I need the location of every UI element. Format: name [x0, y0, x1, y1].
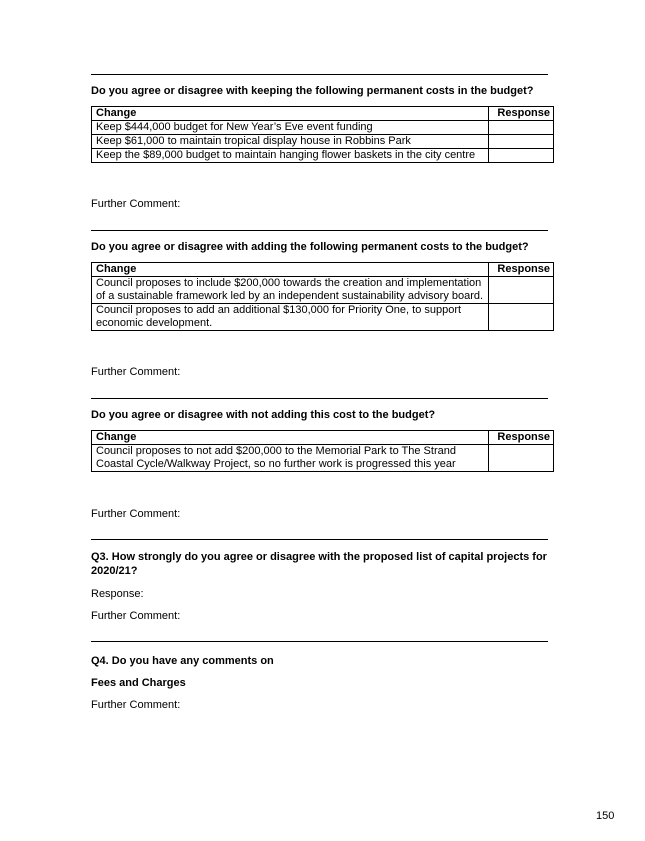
column-header-response: Response — [489, 107, 554, 121]
table-header-row — [92, 431, 554, 445]
column-header-response: Response — [489, 263, 554, 277]
q4-subheading: Fees and Charges — [91, 677, 186, 689]
divider-line — [91, 74, 548, 75]
response-cell[interactable] — [489, 304, 554, 331]
change-response-table — [91, 106, 554, 163]
divider-line — [91, 230, 548, 231]
q3-heading: Q3. How strongly do you agree or disagree with the proposed list of capital projects for 2020/21? — [91, 551, 547, 577]
column-header-response: Response — [489, 431, 554, 445]
question-heading: Do you agree or disagree with not adding this cost to the budget? — [91, 409, 436, 421]
table-row — [92, 445, 554, 472]
column-header-change: Change — [92, 263, 489, 277]
further-comment-label: Further Comment: — [91, 198, 181, 210]
table-header-row — [92, 263, 554, 277]
question-heading: Do you agree or disagree with keeping the following permanent costs in the budget? — [91, 85, 534, 97]
table-row — [92, 121, 554, 135]
change-cell: Keep $61,000 to maintain tropical display house in Robbins Park — [92, 135, 489, 149]
further-comment-label: Further Comment: — [91, 366, 181, 378]
change-cell: Council proposes to add an additional $130,000 for Priority One, to support economic development. — [92, 304, 489, 331]
further-comment-label: Further Comment: — [91, 610, 181, 622]
table-header-row — [92, 107, 554, 121]
response-cell[interactable] — [489, 121, 554, 135]
change-cell: Keep the $89,000 budget to maintain hanging flower baskets in the city centre — [92, 149, 489, 163]
change-cell: Keep $444,000 budget for New Year’s Eve event funding — [92, 121, 489, 135]
q4-heading: Q4. Do you have any comments on — [91, 655, 274, 667]
further-comment-label: Further Comment: — [91, 699, 181, 711]
divider-line — [91, 398, 548, 399]
table-row — [92, 304, 554, 331]
column-header-change: Change — [92, 107, 489, 121]
response-label: Response: — [91, 588, 144, 600]
response-cell[interactable] — [489, 445, 554, 472]
table-row — [92, 149, 554, 163]
further-comment-label: Further Comment: — [91, 508, 181, 520]
change-response-table — [91, 262, 554, 331]
divider-line — [91, 641, 548, 642]
response-cell[interactable] — [489, 277, 554, 304]
table-row — [92, 277, 554, 304]
table-row — [92, 135, 554, 149]
response-cell[interactable] — [489, 149, 554, 163]
response-cell[interactable] — [489, 135, 554, 149]
column-header-change: Change — [92, 431, 489, 445]
change-cell: Council proposes to not add $200,000 to the Memorial Park to The Strand Coastal Cycle/Walkway Project, so no further work is progressed this year — [92, 445, 489, 472]
change-cell: Council proposes to include $200,000 towards the creation and implementation of a sustainable framework led by an independent sustainability advisory board. — [92, 277, 489, 304]
question-heading: Do you agree or disagree with adding the following permanent costs to the budget? — [91, 241, 529, 253]
change-response-table — [91, 430, 554, 472]
page-number: 150 — [596, 810, 615, 822]
divider-line — [91, 539, 548, 540]
